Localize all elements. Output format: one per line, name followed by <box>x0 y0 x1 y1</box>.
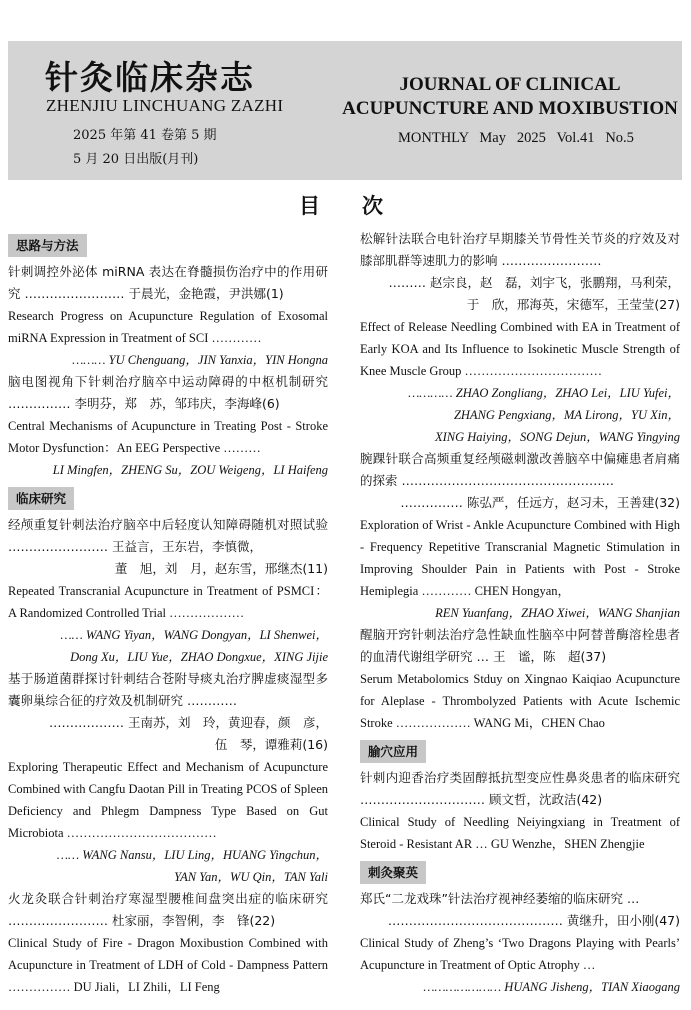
toc-entry-english: Exploring Therapeutic Effect and Mechanism of Acupuncture Combined with Cangfu Daotan Pill in Treating PCOS of Spleen Deficiency and Phlegm Dampness Type Based on Gut Microbiota ……………………………… <box>8 760 328 840</box>
toc-entry-english: Clinical Study of Fire - Dragon Moxibustion Combined with Acupuncture in Treatment of LDH of Cold - Dampness Pattern …………… DU Jiali，LI Zhili，LI Feng <box>8 936 328 994</box>
toc-authors-english: …… WANG Nansu，LIU Ling，HUANG Yingchun， <box>56 848 328 862</box>
section-header-row <box>360 855 680 888</box>
toc-entry-chinese: 醒脑开窍针刺法治疗急性缺血性脑卒中阿替普酶溶栓患者的血清代谢组学研究 … 王 谧，陈 超(37) <box>360 627 680 664</box>
section-header: 思路与方法 <box>8 234 87 257</box>
toc-entry-chinese: 郑氏“二龙戏珠”针法治疗视神经萎缩的临床研究 … <box>360 891 640 906</box>
toc-authors-chinese: …………… 陈弘严，任远方，赵习未，王善建(32) <box>400 495 680 510</box>
toc-entry-chinese: 腕踝针联合高频重复经颅磁刺激改善脑卒中偏瘫患者肩痛的探索 …………………………………………… <box>360 451 680 488</box>
section-header: 腧穴应用 <box>360 740 426 763</box>
section-header-row <box>8 481 328 514</box>
toc-authors-english: YAN Yan，WU Qin，TAN Yali <box>174 870 328 884</box>
publication-date: 5 月 20 日出版(月刊) <box>73 152 199 167</box>
toc-entry-chinese: 针刺内迎香治疗类固醇抵抗型变应性鼻炎患者的临床研究 ………………………… 顾文哲，沈政洁(42) <box>360 770 680 807</box>
toc-authors-chinese: 董 旭，刘 月，赵东雪，邢继杰(11) <box>114 561 328 576</box>
toc-authors-chinese: 于 欣，邢海英，宋德军，王莹莹(27) <box>466 297 680 312</box>
toc-authors-english: LI Mingfen，ZHENG Su，ZOU Weigeng，LI Haifeng <box>52 463 328 477</box>
toc-authors-english: ………… ZHAO Zongliang，ZHAO Lei，LIU Yufei， <box>408 386 680 400</box>
table-of-contents-title: 目次 <box>299 194 425 218</box>
toc-left-column <box>8 228 328 998</box>
toc-entry-chinese: 基于肠道菌群探讨针刺结合苍附导痰丸治疗脾虚痰湿型多囊卵巢综合征的疗效及机制研究 ………… <box>8 671 328 708</box>
toc-entry-chinese: 针刺调控外泌体 miRNA 表达在脊髓损伤治疗中的作用研究 …………………… 于晨光，金艳霞，尹洪娜(1) <box>8 264 328 301</box>
toc-authors-english: XING Haiying，SONG Dejun，WANG Yingying <box>434 430 680 444</box>
toc-entry-english: Effect of Release Needling Combined with EA in Treatment of Early KOA and Its Influence to Isokinetic Muscle Strength of Knee Muscle Group …………………………… <box>360 320 680 378</box>
journal-chinese-title: 针灸临床杂志 <box>45 58 255 97</box>
toc-entry-chinese: 经颅重复针刺法治疗脑卒中后轻度认知障碍随机对照试验 …………………… 王益言，王东岩，李慎微， <box>8 517 328 554</box>
toc-authors-english: ……… YU Chenguang，JIN Yanxia，YIN Hongna <box>72 353 328 367</box>
toc-authors-english: ………………… HUANG Jisheng，TIAN Xiaogang <box>423 980 680 994</box>
toc-right-column <box>360 228 680 998</box>
toc-authors-english: Dong Xu，LIU Yue，ZHAO Dongxue，XING Jijie <box>70 650 328 664</box>
section-header-row <box>360 734 680 767</box>
toc-authors-english: ZHANG Pengxiang，MA Lirong，YU Xin， <box>453 408 680 422</box>
toc-authors-chinese: …………………………………… 黄继升，田小刚(47) <box>387 913 680 928</box>
toc-authors-english: REN Yuanfang，ZHAO Xiwei，WANG Shanjian <box>435 606 680 620</box>
journal-english-title-line2: ACUPUNCTURE AND MOXIBUSTION <box>342 98 678 119</box>
section-header: 刺灸聚英 <box>360 861 426 884</box>
toc-entry-chinese: 松解针法联合电针治疗早期膝关节骨性关节炎的疗效及对膝部肌群等速肌力的影响 …………………… <box>360 231 680 268</box>
toc-authors-chinese: ……… 赵宗良，赵 磊，刘宇飞，张鹏翔，马利荣， <box>388 275 680 290</box>
toc-entry-english: Central Mechanisms of Acupuncture in Treating Post - Stroke Motor Dysfunction：An EEG Perspective ……… <box>8 419 328 455</box>
toc-entry-english: Research Progress on Acupuncture Regulation of Exosomal miRNA Expression in Treatment of SCI ………… <box>8 309 328 345</box>
toc-entry-english: Serum Metabolomics Stduy on Xingnao Kaiqiao Acupuncture for Aleplase - Thrombolyzed Patients with Acute Ischemic Stroke ……………… WANG Mi，CHEN Chao <box>360 672 680 730</box>
toc-authors-chinese: 伍 琴，谭雅莉(16) <box>214 737 328 752</box>
toc-authors-english: …… WANG Yiyan，WANG Dongyan，LI Shenwei， <box>60 628 328 642</box>
journal-english-title-line1: JOURNAL OF CLINICAL <box>399 74 621 95</box>
toc-entry-chinese: 火龙灸联合针刺治疗寒湿型腰椎间盘突出症的临床研究 …………………… 杜家丽，李智俐，李 锋(22) <box>8 891 328 928</box>
toc-entry-english: Repeated Transcranial Acupuncture in Treatment of PSMCI：A Randomized Controlled Trial ……………… <box>8 584 328 620</box>
journal-pinyin-title: ZHENJIU LINCHUANG ZAZHI <box>46 96 284 115</box>
toc-entry-english: Clinical Study of Zheng’s ‘Two Dragons Playing with Pearls’ Acupuncture in Treatment of Optic Atrophy … <box>360 936 680 972</box>
toc-authors-chinese: ……………… 王南苏，刘 玲，黄迎春，颜 彦， <box>49 715 328 730</box>
monthly-issue-line: MONTHLY May 2025 Vol.41 No.5 <box>398 130 634 146</box>
toc-entry-english: Exploration of Wrist - Ankle Acupuncture Combined with High - Frequency Repetitive Transcranial Magnetic Stimulation in Improving Shoulder Pain in Patients with Post - Stroke Hemiplegia ………… CHEN Hongyan， <box>360 518 680 598</box>
issue-volume-line: 2025 年第 41 卷第 5 期 <box>73 128 217 143</box>
toc-entry-english: Clinical Study of Needling Neiyingxiang in Treatment of Steroid - Resistant AR … GU Wenzhe，SHEN Zhengjie <box>360 815 680 851</box>
toc-entry-chinese: 脑电图视角下针刺治疗脑卒中运动障碍的中枢机制研究 …………… 李明芬，郑 苏，邹玮庆，李海峰(6) <box>8 374 328 411</box>
section-header: 临床研究 <box>8 487 74 510</box>
section-header-row <box>8 228 328 261</box>
